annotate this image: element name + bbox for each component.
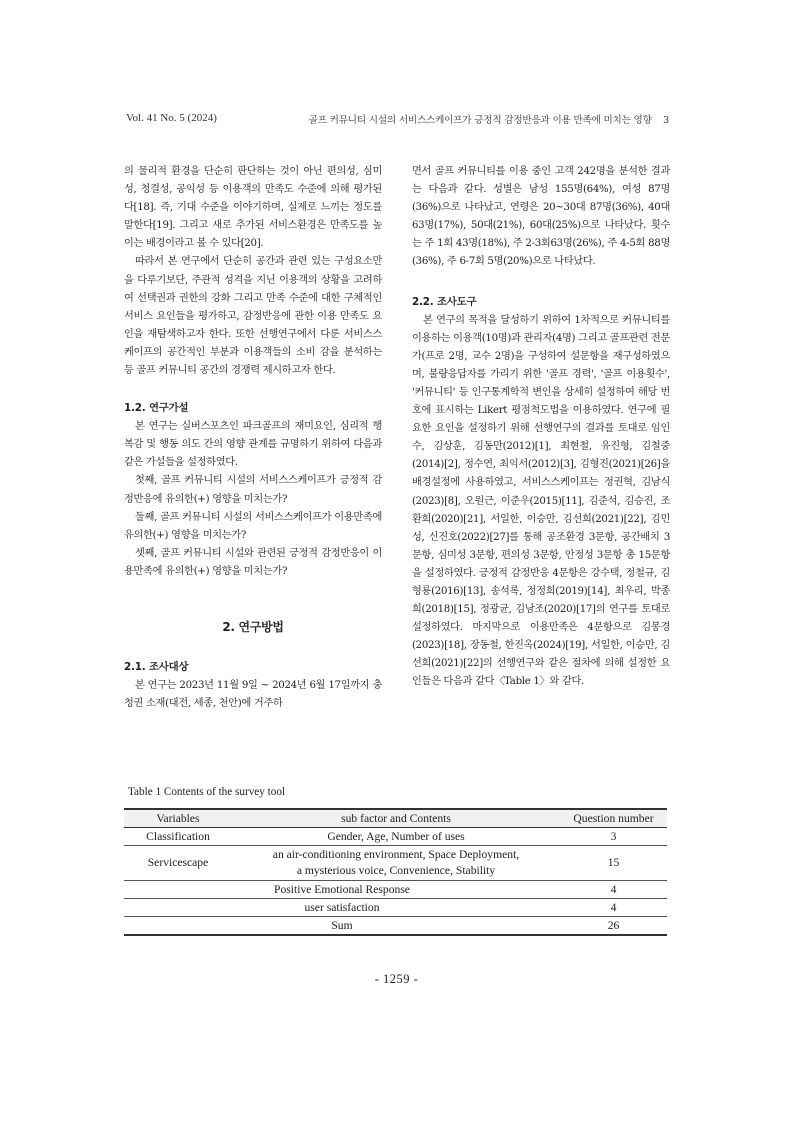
table-caption: Table 1 Contents of the survey tool <box>128 786 286 798</box>
cell-content: user satisfaction <box>124 899 560 917</box>
cell-content: Sum <box>124 917 560 936</box>
cell-number: 4 <box>560 881 667 899</box>
table-row <box>124 846 667 881</box>
header-sub-factor: sub factor and Contents <box>232 809 560 828</box>
header-question-number: Question number <box>560 809 667 828</box>
left-column <box>124 163 382 713</box>
cell-content <box>232 846 560 881</box>
cell-content: Positive Emotional Response <box>124 881 560 899</box>
table-row-sum <box>124 917 667 936</box>
header-variables: Variables <box>124 809 232 828</box>
paragraph: 면서 골프 커뮤니티를 이용 중인 고객 242명을 분석한 결과는 다음과 같다. 성별은 남성 155명(64%), 여성 87명(36%)으로 나타났고, 연령은 20~30대 87명(36%), 40대 63명(17%), 50대(21%), 60대(25%)으로 나타났다. 횟수는 주 1회 43명(18%), 주 2-3회63명(26%), 주 4-5회 88명(36%), 주 6-7회 5명(20%)으로 나타났다. <box>412 166 670 268</box>
section-heading-1-2: 1.2. 연구가설 <box>124 402 189 415</box>
running-header <box>126 112 669 128</box>
cell-content: Gender, Age, Number of uses <box>232 828 560 846</box>
paragraph: 따라서 본 연구에서 단순히 공간과 관련 있는 구성요소만을 다루기보단, 주관적 성격을 지닌 이용객의 상황을 고려하여 선택권과 권한의 강화 그리고 만족 수준에 대한 구체적인 서비스 요인들을 평가하고, 감정반응에 관한 이용 만족도 요인을 재탐색하고자 한다. 또한 선행연구에서 다룬 서비스스케이프의 공간적인 부분과 이용객들의 소비 감을 분석하는 등 골프 커뮤니티 공간의 경쟁력 제시하고자 한다. <box>124 256 382 377</box>
cell-content-line: an air-conditioning environment, Space Deployment, <box>272 848 520 861</box>
cell-number: 26 <box>560 917 667 936</box>
paragraph: 본 연구는 실버스포츠인 파크골프의 재미요인, 심리적 행복감 및 행동 의도 간의 영향 관계를 규명하기 위하여 다음과 같은 가설들을 설정하였다. <box>124 421 382 469</box>
hypothesis-1: 첫째, 골프 커뮤니티 시설의 서비스스케이프가 긍정적 감정반응에 유의한(+) 영향을 미치는가? <box>124 475 382 505</box>
running-title-text: 골프 커뮤니티 시설의 서비스스케이프가 긍정적 감정반응과 이용 만족에 미치는 영향 <box>308 115 652 126</box>
running-title <box>309 112 669 126</box>
hypothesis-2: 둘째, 골프 커뮤니티 시설의 서비스스케이프가 이용만족에 유의한(+) 영향을 미치는가? <box>124 511 382 541</box>
cell-number: 4 <box>560 899 667 917</box>
survey-tool-table <box>124 808 667 936</box>
cell-content-line: a mysterious voice, Convenience, Stability <box>296 864 496 877</box>
hypothesis-3: 셋째, 골프 커뮤니티 시설와 관련된 긍정적 감정반응이 이용만족에 유의한(+) 영향을 미치는가? <box>124 547 382 577</box>
table-row <box>124 881 667 899</box>
cell-variable: Classification <box>124 828 232 846</box>
section-heading-2-1: 2.1. 조사대상 <box>124 660 189 673</box>
cell-number: 15 <box>560 846 667 881</box>
paragraph: 본 연구의 목적을 달성하기 위하여 1차적으로 커뮤니티를 이용하는 이용객(10명)과 관리자(4명) 그리고 골프관련 전문가(프로 2명, 교수 2명)을 구성하여 설문항을 재구성하였으며, 불량응답자를 가리기 위한 '골프 경력', '골프 이용횟수', '커뮤니티' 등 인구통계학적 변인을 상세히 설정하여 해당 번호에 표시하는 Likert 평점척도법을 이용하였다. 연구에 필요한 요인을 설정하기 위해 선행연구의 결과를 토대로 임인수, 김상훈, 김동만(2012)[1], 최현철, 유진형, 김철중(2014)[2], 정수연, 최익서(2012)[3], 김형진(2021)[26]을 배경설정에 사용하였고, 서비스스케이프는 정권혁, 김남식(2023)[8], 오원근, 이준우(2015)[11], 김준석, 김승진, 조환희(2020)[21], 서일한, 이승만, 김선희(2021)[22], 김민성, 신진호(2022)[27]를 통해 공조환경 3문항, 공간배치 3문항, 심미성 3문항, 편의성 3문항, 안정성 3문항 총 15문항을 설정하였다. 긍정적 감정반응 4문항은 강수택, 정철규, 김형룡(2016)[13], 송석록, 정정희(2019)[14], 최우리, 박종희(2018)[15], 정광균, 김남조(2020)[17]의 연구를 토대로 설정하였다. 마지막으로 이용만족은 4문항으로 김봉경(2023)[18], 장동철, 한진옥(2024)[19], 서일한, 이승만, 김선희(2021)[22]의 선행연구와 같은 절차에 의해 설정한 요인들은 다음과 같다〈Table 1〉와 같다. <box>412 314 670 688</box>
paragraph: 본 연구는 2023년 11월 9일 ~ 2024년 6월 17일까지 충청권 소재(대전, 세종, 천안)에 거주하 <box>124 679 382 710</box>
right-column <box>412 163 670 692</box>
section-heading-2: 2. 연구방법 <box>222 619 284 634</box>
cell-number: 3 <box>560 828 667 846</box>
table-row <box>124 828 667 846</box>
cell-variable: Servicescape <box>124 846 232 881</box>
table-row <box>124 899 667 917</box>
section-heading-2-2: 2.2. 조사도구 <box>412 295 477 308</box>
journal-volume: Vol. 41 No. 5 (2024) <box>126 112 217 124</box>
header-page-number: 3 <box>663 115 669 126</box>
table-header-row <box>124 809 667 828</box>
page-number: - 1259 - <box>374 972 419 986</box>
paragraph: 의 물리적 환경을 단순히 판단하는 것이 아닌 편의성, 심미성, 청결성, 공익성 등 이용객의 만족도 수준에 의해 평가된다[18]. 즉, 기대 수준을 이야기하며, 실제로 느끼는 정도를 말한다[19]. 그리고 새로 추가된 서비스환경은 만족도를 높이는 배경이라고 볼 수 있다[20]. <box>124 166 382 250</box>
